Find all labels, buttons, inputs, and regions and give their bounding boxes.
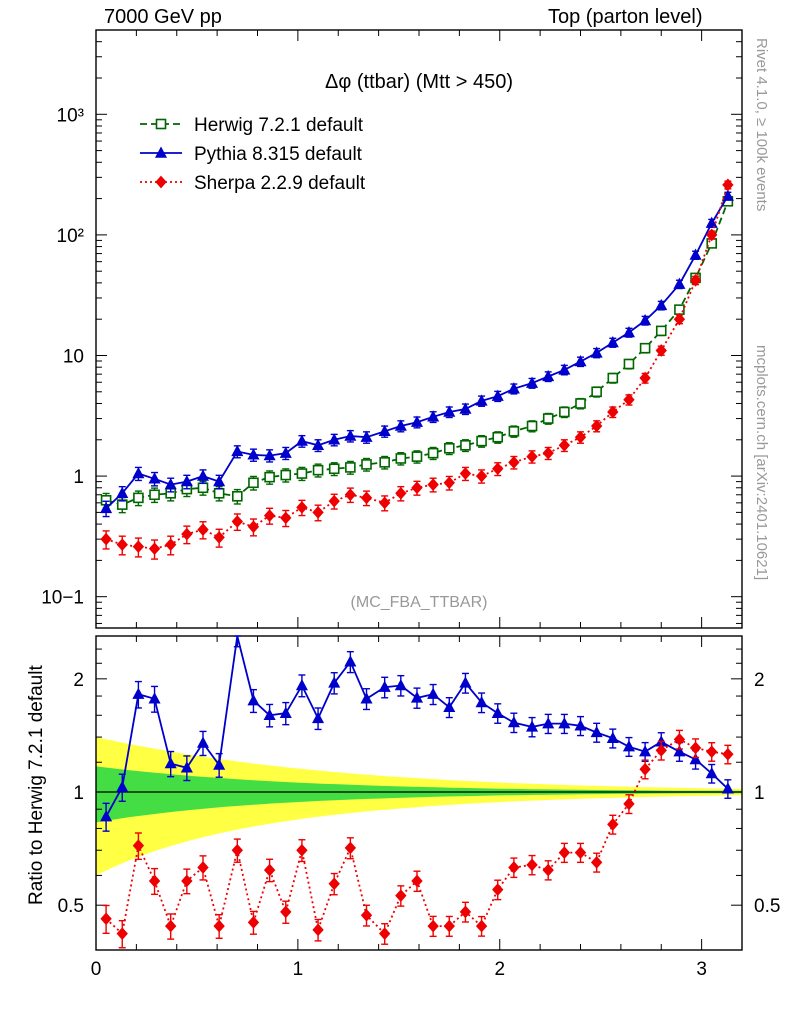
marker-open-square — [528, 422, 537, 431]
marker-filled-diamond — [313, 507, 323, 518]
ratio-ytick-label-left: 2 — [73, 669, 84, 691]
marker-open-square — [297, 469, 306, 478]
marker-open-square — [150, 490, 159, 499]
legend-label-2: Sherpa 2.2.9 default — [194, 173, 366, 194]
marker-filled-triangle — [674, 279, 684, 289]
marker-filled-diamond — [396, 488, 406, 499]
marker-filled-triangle — [559, 364, 569, 374]
marker-filled-triangle — [313, 713, 323, 723]
marker-open-square — [412, 452, 421, 461]
marker-filled-diamond — [444, 920, 454, 931]
series-sherpa-2-2-9-default — [101, 179, 733, 559]
marker-filled-diamond — [412, 482, 422, 493]
marker-filled-diamond — [691, 742, 701, 753]
marker-open-square — [249, 478, 258, 487]
marker-filled-diamond — [493, 463, 503, 474]
ratio-ytick-label-right: 0.5 — [754, 896, 781, 918]
marker-filled-diamond — [460, 468, 470, 479]
marker-filled-triangle — [297, 680, 307, 690]
main-ytick-label: 10³ — [56, 105, 84, 127]
marker-filled-diamond — [527, 859, 537, 870]
marker-filled-diamond — [265, 510, 275, 521]
marker-filled-diamond — [656, 745, 666, 756]
marker-filled-diamond — [214, 920, 224, 931]
marker-filled-triangle — [248, 695, 258, 705]
marker-filled-diamond — [133, 541, 143, 552]
marker-open-square — [215, 489, 224, 498]
marker-filled-diamond — [248, 521, 258, 532]
marker-filled-triangle — [624, 327, 634, 337]
marker-filled-diamond — [380, 497, 390, 508]
mcplots-credit: mcplots.cern.ch [arXiv:2401.10621] — [753, 345, 770, 581]
marker-filled-diamond — [624, 394, 634, 405]
marker-open-square — [380, 458, 389, 467]
marker-filled-triangle — [575, 356, 585, 366]
marker-filled-diamond — [329, 496, 339, 507]
marker-filled-diamond — [362, 492, 372, 503]
marker-filled-diamond — [723, 749, 733, 760]
xtick-label: 2 — [494, 959, 506, 980]
marker-open-square — [330, 464, 339, 473]
marker-filled-diamond — [527, 451, 537, 462]
marker-open-square — [608, 374, 617, 383]
main-ytick-label: 10 — [62, 346, 84, 368]
marker-filled-triangle — [509, 717, 519, 727]
marker-open-square — [396, 454, 405, 463]
marker-filled-diamond — [297, 845, 307, 856]
marker-filled-triangle — [460, 677, 470, 687]
marker-filled-diamond — [640, 764, 650, 775]
marker-filled-diamond — [232, 845, 242, 856]
marker-filled-diamond — [707, 746, 717, 757]
marker-filled-triangle — [624, 741, 634, 751]
marker-filled-diamond — [477, 470, 487, 481]
marker-filled-triangle — [281, 708, 291, 718]
marker-open-square — [233, 492, 242, 501]
main-ytick-label: 1 — [73, 467, 84, 489]
main-ytick-label: 10² — [56, 225, 84, 247]
marker-open-square — [560, 407, 569, 416]
marker-filled-diamond — [444, 477, 454, 488]
marker-filled-diamond — [117, 539, 127, 550]
marker-open-square — [592, 387, 601, 396]
marker-filled-diamond — [396, 890, 406, 901]
marker-open-square — [675, 305, 684, 314]
ratio-ylabel: Ratio to Herwig 7.2.1 default — [26, 665, 47, 905]
marker-filled-diamond — [232, 516, 242, 527]
series-pythia-8-315-default — [101, 191, 733, 517]
marker-filled-triangle — [460, 404, 470, 414]
marker-filled-diamond — [428, 920, 438, 931]
marker-filled-diamond — [576, 432, 586, 443]
marker-filled-diamond — [281, 906, 291, 917]
series-herwig-7-2-1-default — [102, 197, 733, 513]
marker-filled-diamond — [101, 534, 111, 545]
marker-filled-diamond — [166, 920, 176, 931]
marker-open-square — [198, 483, 207, 492]
marker-filled-diamond — [182, 529, 192, 540]
marker-filled-triangle — [493, 391, 503, 401]
main-ytick-label: 10−1 — [41, 587, 84, 609]
marker-open-square — [429, 449, 438, 458]
marker-open-square — [314, 466, 323, 475]
marker-filled-triangle — [133, 468, 143, 478]
rivet-credit: Rivet 4.1.0, ≥ 100k events — [753, 38, 770, 212]
marker-filled-diamond — [345, 842, 355, 853]
marker-filled-triangle — [345, 430, 355, 440]
marker-filled-triangle — [232, 446, 242, 456]
header-right: Top (parton level) — [548, 6, 703, 28]
marker-filled-diamond — [156, 176, 166, 187]
marker-open-square — [265, 473, 274, 482]
marker-open-square — [493, 433, 502, 442]
marker-filled-diamond — [329, 878, 339, 889]
marker-open-square — [657, 326, 666, 335]
marker-open-square — [134, 493, 143, 502]
marker-filled-diamond — [265, 864, 275, 875]
xtick-label: 0 — [90, 959, 102, 980]
marker-filled-diamond — [576, 847, 586, 858]
marker-open-square — [544, 414, 553, 423]
legend — [140, 115, 366, 194]
marker-filled-diamond — [559, 440, 569, 451]
marker-filled-diamond — [297, 502, 307, 513]
marker-open-square — [576, 399, 585, 408]
marker-filled-triangle — [281, 448, 291, 458]
marker-open-square — [157, 120, 166, 129]
ratio-ytick-label-left: 0.5 — [57, 896, 84, 918]
marker-filled-triangle — [297, 436, 307, 446]
marker-filled-triangle — [608, 337, 618, 347]
marker-filled-triangle — [133, 689, 143, 699]
ratio-ytick-label-right: 1 — [754, 783, 765, 805]
marker-filled-triangle — [428, 689, 438, 699]
marker-filled-diamond — [345, 489, 355, 500]
marker-filled-diamond — [380, 928, 390, 939]
marker-filled-diamond — [509, 457, 519, 468]
marker-filled-triangle — [198, 471, 208, 481]
marker-open-square — [281, 471, 290, 480]
marker-filled-diamond — [198, 524, 208, 535]
marker-filled-diamond — [543, 448, 553, 459]
marker-open-square — [461, 441, 470, 450]
marker-filled-diamond — [150, 875, 160, 886]
marker-filled-triangle — [690, 250, 700, 260]
marker-filled-diamond — [166, 539, 176, 550]
header-left: 7000 GeV pp — [104, 6, 222, 28]
marker-open-square — [641, 344, 650, 353]
marker-filled-diamond — [150, 543, 160, 554]
marker-filled-triangle — [361, 693, 371, 703]
marker-filled-diamond — [248, 917, 258, 928]
marker-filled-diamond — [477, 920, 487, 931]
analysis-watermark: (MC_FBA_TTBAR) — [350, 594, 488, 611]
ratio-ytick-label-left: 1 — [73, 783, 84, 805]
ratio-ytick-label-right: 2 — [754, 669, 765, 691]
marker-filled-diamond — [493, 884, 503, 895]
marker-filled-diamond — [281, 512, 291, 523]
marker-filled-triangle — [591, 347, 601, 357]
marker-open-square — [346, 463, 355, 472]
marker-open-square — [624, 360, 633, 369]
marker-filled-diamond — [592, 857, 602, 868]
chart-title: Δφ (ttbar) (Mtt > 450) — [324, 71, 514, 93]
main-panel-frame — [96, 30, 742, 628]
legend-label-0: Herwig 7.2.1 default — [194, 115, 363, 136]
marker-filled-triangle — [396, 680, 406, 690]
marker-open-square — [362, 460, 371, 469]
marker-filled-triangle — [345, 656, 355, 666]
marker-filled-diamond — [313, 924, 323, 935]
xtick-label: 3 — [696, 959, 707, 980]
marker-filled-diamond — [509, 862, 519, 873]
marker-filled-triangle — [493, 708, 503, 718]
marker-filled-diamond — [559, 847, 569, 858]
legend-label-1: Pythia 8.315 default — [194, 144, 362, 165]
marker-filled-diamond — [428, 479, 438, 490]
marker-open-square — [445, 444, 454, 453]
marker-open-square — [477, 437, 486, 446]
marker-open-square — [509, 427, 518, 436]
marker-filled-triangle — [198, 738, 208, 748]
xtick-label: 1 — [292, 959, 304, 980]
